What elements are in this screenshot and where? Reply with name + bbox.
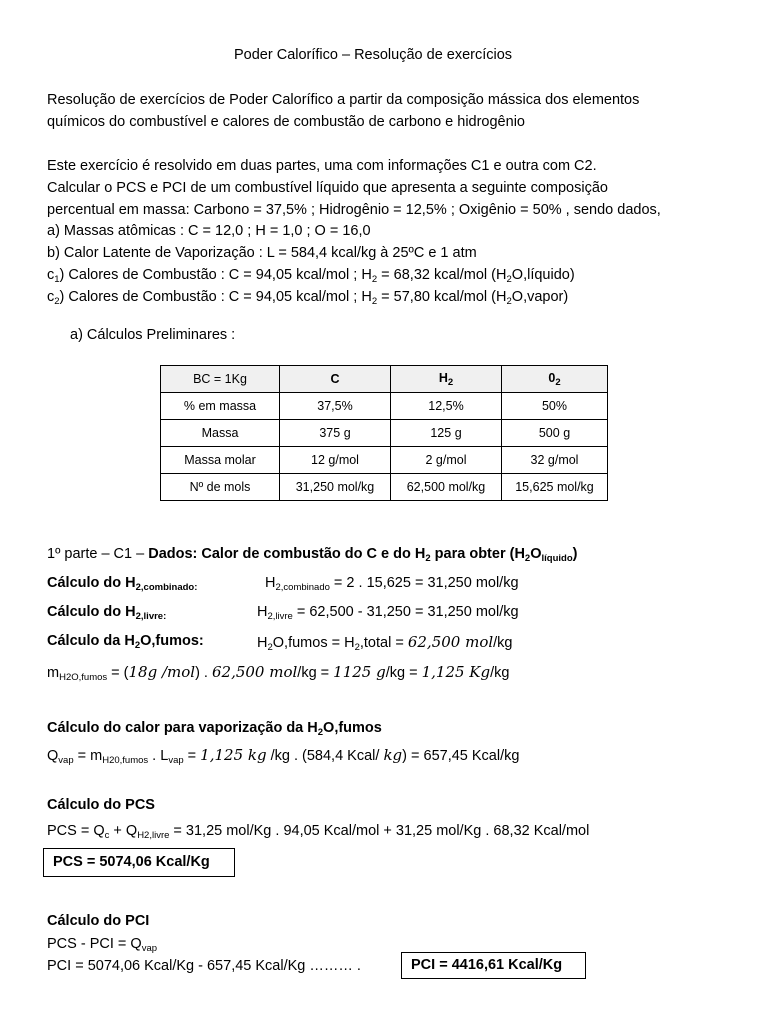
table-header-cell: $H_2$ (391, 366, 502, 393)
c2-heats: $c_2$) Calores de Combustão : C = 94,05 kcal/mol ; $H_2 = 57,80$ kcal/mol $(H_2O,vapor)$ (47, 289, 569, 307)
table-cell: 500 g (502, 420, 608, 447)
table-cell: % em massa (161, 393, 280, 420)
part1-heading: 1º parte – C1 – Dados: Calor de combustão do C e do $H_2$ para obter $(H_2O_{líquido})$ (47, 546, 578, 564)
statement-line-3: percentual em massa: Carbono = 37,5% ; Hidrogênio = 12,5% ; Oxigênio = 50% , sendo dados, (47, 202, 661, 218)
pci-relation: PCS - PCI = $Q_{vap}$ (47, 936, 158, 954)
table-cell: 32 g/mol (502, 447, 608, 474)
page-title: Poder Calorífico – Resolução de exercícios (234, 47, 513, 63)
table-cell: 15,625 mol/kg (502, 474, 608, 501)
prelim-table (160, 365, 608, 501)
table-cell: 125 g (391, 420, 502, 447)
table-cell: 62,500 mol/kg (391, 474, 502, 501)
table-cell: 50% (502, 393, 608, 420)
calc-h2o-fumos: Cálculo da $H_2O,fumos$: (47, 633, 204, 651)
table-cell: Nº de mols (161, 474, 280, 501)
pcs-result: PCS = 5074,06 Kcal/Kg (53, 854, 210, 870)
table-row (161, 447, 608, 474)
pcs-heading: Cálculo do PCS (47, 797, 155, 813)
table-cell: 2 g/mol (391, 447, 502, 474)
table-cell: 37,5% (280, 393, 391, 420)
table-cell: 31,250 mol/kg (280, 474, 391, 501)
calc-h2-combinado: Cálculo do $H_{2,combinado:}$ (47, 575, 198, 593)
atomic-masses: a) Massas atômicas : C = 12,0 ; H = 1,0 ; O = 16,0 (47, 223, 371, 239)
eq-h2-livre: $H_{2,livre} = 62,500 - 31,250 = 31,250$ mol/kg (257, 604, 519, 622)
table-cell: 375 g (280, 420, 391, 447)
pci-equation: PCI = 5074,06 Kcal/Kg - 657,45 Kcal/Kg ……… . (47, 958, 361, 974)
table-cell: 12 g/mol (280, 447, 391, 474)
c1-heats: $c_1$) Calores de Combustão : C = 94,05 kcal/mol ; $H_2 = 68,32$ kcal/mol $(H_2O,líquido)$ (47, 267, 575, 285)
latent-heat: b) Calor Latente de Vaporização : L = 584,4 kcal/kg à 25ºC e 1 atm (47, 245, 477, 261)
vaporization-heading: Cálculo do calor para vaporização da $H_2O,fumos$ (47, 720, 382, 738)
eq-h2-combinado: $H_{2,combinado} = 2$ . 15,625 = 31,250 mol/kg (265, 575, 519, 593)
pci-heading: Cálculo do PCI (47, 913, 150, 929)
table-row (161, 474, 608, 501)
eq-h2o-fumos: $H_2O,fumos$ = $H_2,total = 62,500$ mol/kg (257, 633, 513, 653)
intro-line-2: químicos do combustível e calores de combustão de carbono e hidrogênio (47, 114, 525, 130)
table-cell: Massa molar (161, 447, 280, 474)
prelim-heading: a) Cálculos Preliminares : (70, 327, 236, 343)
table-row (161, 393, 608, 420)
statement-line-1: Este exercício é resolvido em duas partes, uma com informações C1 e outra com C2. (47, 158, 597, 174)
statement-line-2: Calcular o PCS e PCI de um combustível líquido que apresenta a seguinte composição (47, 180, 608, 196)
qvap-equation: $Q_{vap} = m_{H20,fumos}$ . $L_{vap} = 1,125$ kg /kg . (584,4 Kcal/ kg) = 657,45 Kcal/kg (47, 746, 520, 766)
table-cell: Massa (161, 420, 280, 447)
calc-h2-livre: Cálculo do $H_{2,livre:}$ (47, 604, 167, 622)
table-row (161, 420, 608, 447)
pci-result: PCI = 4416,61 Kcal/Kg (411, 957, 563, 973)
table-cell: 12,5% (391, 393, 502, 420)
intro-line-1: Resolução de exercícios de Poder Calorífico a partir da composição mássica dos elementos (47, 92, 640, 108)
mass-h2o-fumos: $m_{H2O,fumos} = (18g$ /mol) . 62,500 mol/kg = 1125 g/kg = 1,125 Kg/kg (47, 663, 510, 683)
table-header-row (161, 366, 608, 393)
table-header-cell: BC = 1Kg (161, 366, 280, 393)
table-header-cell: C (280, 366, 391, 393)
table-header-cell: $0_2$ (502, 366, 608, 393)
pcs-equation: PCS = $Q_c + Q_{H2,livre} = 31,25$ mol/Kg . 94,05 Kcal/mol + 31,25 mol/Kg . 68,32 Kcal/mol (47, 823, 590, 841)
